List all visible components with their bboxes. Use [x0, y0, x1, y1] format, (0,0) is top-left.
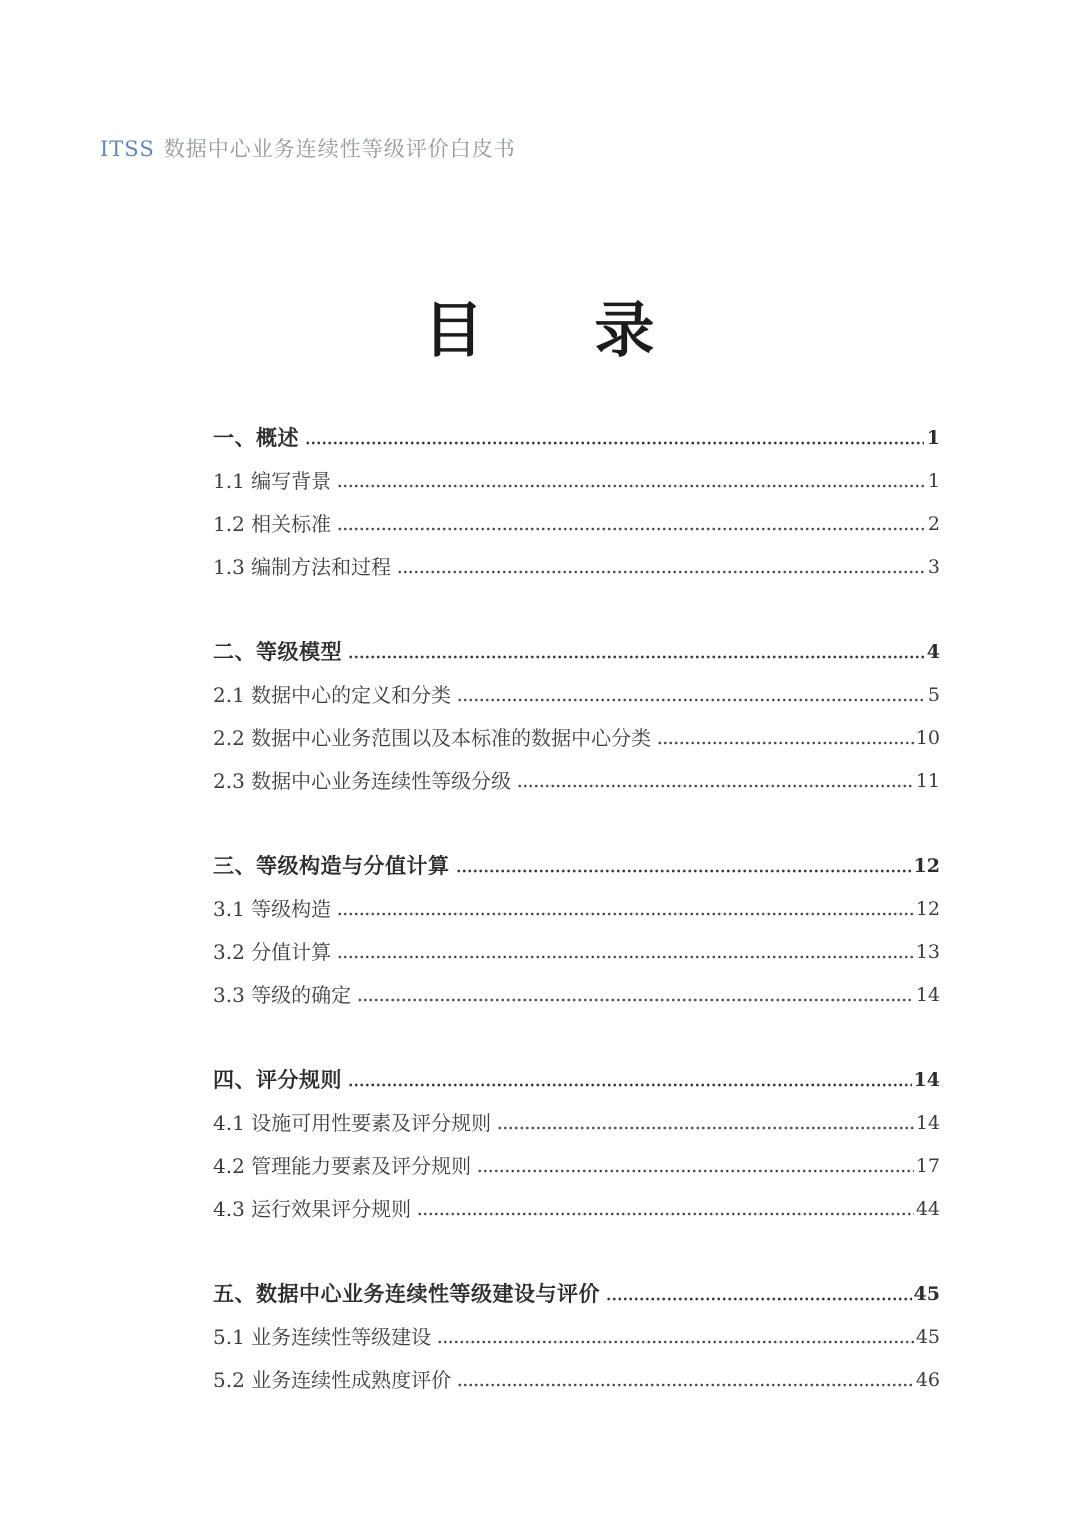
header-document-title: 数据中心业务连续性等级评价白皮书 — [163, 137, 516, 161]
toc-entry — [213, 1306, 940, 1349]
toc-page-title: 目 录 — [423, 296, 657, 366]
toc-entry-label: 一、概述 — [213, 424, 299, 450]
toc-entry-page-number: 14 — [913, 1069, 940, 1092]
dot-leader — [348, 1082, 912, 1088]
toc-entry-label: 4.3 运行效果评分规则 — [213, 1197, 412, 1221]
document-header — [100, 133, 516, 163]
dot-leader — [477, 1168, 914, 1174]
toc-entry-page-number: 44 — [915, 1198, 940, 1221]
toc-entry — [213, 536, 940, 579]
toc-entry — [213, 1178, 940, 1221]
toc-entry — [213, 750, 940, 793]
toc-entry — [213, 1349, 940, 1392]
toc-section-heading — [213, 621, 940, 664]
dot-leader — [417, 1211, 914, 1217]
toc-section-heading — [213, 835, 940, 878]
dot-leader — [437, 1339, 914, 1345]
toc-entry — [213, 1092, 940, 1135]
dot-leader — [457, 697, 924, 703]
toc-section — [213, 407, 940, 579]
toc-entry-label: 五、数据中心业务连续性等级建设与评价 — [213, 1280, 600, 1306]
toc-entry-label: 四、评分规则 — [213, 1066, 342, 1092]
toc-section-heading — [213, 407, 940, 450]
toc-section — [213, 835, 940, 1007]
toc-entry-label: 3.2 分值计算 — [213, 940, 332, 964]
toc-entry-label: 3.3 等级的确定 — [213, 983, 352, 1007]
toc-entry — [213, 707, 940, 750]
toc-entry-page-number: 45 — [913, 1283, 940, 1306]
toc-entry-page-number: 12 — [913, 855, 940, 878]
toc-entry-page-number: 2 — [927, 513, 940, 536]
toc-entry-label: 4.2 管理能力要素及评分规则 — [213, 1154, 472, 1178]
toc-entry-page-number: 12 — [915, 898, 940, 921]
toc-entry-page-number: 17 — [915, 1155, 940, 1178]
toc-entry-page-number: 10 — [915, 727, 940, 750]
toc-entry-page-number: 11 — [915, 770, 940, 793]
toc-entry-label: 5.1 业务连续性等级建设 — [213, 1325, 432, 1349]
dot-leader — [357, 997, 914, 1003]
dot-leader — [657, 740, 914, 746]
dot-leader — [517, 783, 914, 789]
toc-entry-label: 2.3 数据中心业务连续性等级分级 — [213, 769, 512, 793]
dot-leader — [337, 911, 914, 917]
toc-entry-label: 2.2 数据中心业务范围以及本标准的数据中心分类 — [213, 726, 652, 750]
toc-entry — [213, 921, 940, 964]
dot-leader — [606, 1296, 912, 1302]
toc-entry-label: 3.1 等级构造 — [213, 897, 332, 921]
toc-entry-label: 1.3 编制方法和过程 — [213, 555, 392, 579]
toc-entry — [213, 664, 940, 707]
toc-entry-label: 三、等级构造与分值计算 — [213, 852, 450, 878]
dot-leader — [337, 954, 914, 960]
toc-entry-label: 2.1 数据中心的定义和分类 — [213, 683, 452, 707]
toc-list — [213, 407, 940, 1392]
toc-section — [213, 1263, 940, 1392]
toc-entry-page-number: 3 — [927, 556, 940, 579]
dot-leader — [457, 1382, 914, 1388]
toc-entry-page-number: 46 — [915, 1369, 940, 1392]
dot-leader — [497, 1125, 914, 1131]
dot-leader — [348, 654, 924, 660]
toc-entry-label: 4.1 设施可用性要素及评分规则 — [213, 1111, 492, 1135]
toc-entry — [213, 1135, 940, 1178]
dot-leader — [337, 526, 924, 532]
toc-entry — [213, 493, 940, 536]
toc-entry — [213, 450, 940, 493]
toc-entry-page-number: 1 — [926, 427, 940, 450]
toc-section-heading — [213, 1049, 940, 1092]
toc-section-heading — [213, 1263, 940, 1306]
toc-entry-label: 1.1 编写背景 — [213, 469, 332, 493]
dot-leader — [456, 868, 912, 874]
toc-entry-page-number: 45 — [915, 1326, 940, 1349]
toc-entry — [213, 964, 940, 1007]
dot-leader — [337, 483, 924, 489]
toc-entry-label: 1.2 相关标准 — [213, 512, 332, 536]
toc-entry-label: 二、等级模型 — [213, 638, 342, 664]
dot-leader — [397, 569, 924, 575]
toc-entry-page-number: 14 — [915, 984, 940, 1007]
toc-entry-page-number: 14 — [915, 1112, 940, 1135]
toc-section — [213, 1049, 940, 1221]
toc-entry — [213, 878, 940, 921]
toc-entry-page-number: 1 — [927, 470, 940, 493]
header-brand-itss: ITSS — [100, 137, 155, 161]
toc-entry-page-number: 13 — [915, 941, 940, 964]
toc-entry-page-number: 4 — [926, 641, 940, 664]
toc-entry-label: 5.2 业务连续性成熟度评价 — [213, 1368, 452, 1392]
toc-section — [213, 621, 940, 793]
dot-leader — [305, 440, 924, 446]
toc-entry-page-number: 5 — [927, 684, 940, 707]
